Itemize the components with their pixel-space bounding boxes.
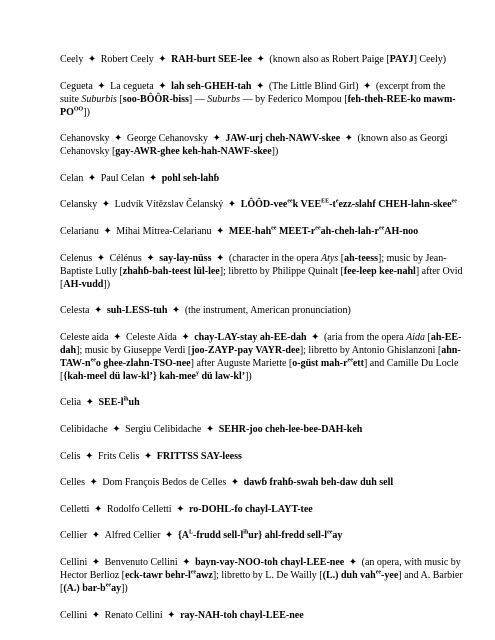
pronunciation: ezz-slahf CHEH-lahn-skee (338, 199, 452, 211)
entry-headword: Celenus (60, 252, 93, 264)
entry-headword: Cellier (60, 530, 88, 542)
separator-icon: ✦ (148, 172, 158, 184)
pronunciation-superscript: ee (347, 357, 353, 364)
pronunciation: SEHR-joo cheh-lee-bee-DAH-keh (218, 423, 363, 435)
pronunciation: SEE-l (98, 397, 124, 409)
pronunciation: eck-tawr behr-l (124, 569, 191, 581)
separator-icon: ✦ (215, 252, 225, 264)
pronunciation: k VEE (292, 199, 322, 211)
entry-text: Dom François Bedos de Celles (102, 477, 227, 489)
pronunciation-superscript: ee (378, 225, 385, 232)
pronunciation: ah-teess (344, 252, 378, 264)
work-title: Suburbis (81, 93, 117, 105)
pronunciation-superscript: ee (315, 225, 321, 232)
pronunciation: ay (111, 582, 122, 594)
pronunciation: LÔÔD-vee (240, 199, 288, 211)
separator-icon: ✦ (158, 80, 167, 92)
separator-icon: ✦ (164, 530, 174, 542)
entry-text: ] after Auguste Mariette [ (190, 357, 293, 369)
separator-icon: ✦ (344, 133, 354, 145)
pronunciation: feh-theh-REE-ko mawm-PO (60, 93, 456, 118)
entry-headword: Celletti (60, 503, 90, 515)
entry-text: Benvenuto Cellini (104, 556, 178, 568)
pronunciation: soo-BÔÔR-biss (122, 93, 189, 105)
entry-text: ] and Camille Du Locle [ (60, 357, 459, 382)
entry-text: Célénus (109, 252, 142, 264)
pronunciation: (A.) bar-b (63, 582, 106, 594)
entry-text: Paul Celan (100, 172, 145, 184)
entry-text: Mihai Mitrea-Celarianu (116, 225, 212, 237)
entry-text: ] Ceely) (413, 54, 447, 65)
pronunciation-superscript: ih (243, 529, 249, 536)
entry-text: (known also as Robert Paige [ (269, 54, 390, 65)
separator-icon: ✦ (87, 172, 99, 184)
pronunciation: ett (352, 357, 364, 369)
pronunciation: suh-LESS-tuh (106, 305, 168, 317)
separator-icon: ✦ (256, 54, 265, 65)
pronunciation: pohl seh-lahɓ (161, 172, 220, 184)
pronunciation: {kah-meel dü law-kl’} kah-mee (63, 370, 196, 382)
separator-icon: ✦ (101, 199, 113, 211)
separator-icon: ✦ (171, 305, 181, 317)
pronunciation: fee-leep kee-nahl (343, 265, 416, 277)
entry-text: [ (116, 93, 123, 105)
pronunciation: AH-vudd (63, 278, 104, 290)
entry-headword: Cellini (60, 609, 88, 621)
pronunciation: -yee (381, 569, 399, 581)
separator-icon: ✦ (96, 252, 108, 264)
pronunciation: FRITTSS SAY-leess (156, 450, 242, 462)
pronunciation: dü law-kl’ (198, 370, 246, 382)
entry-text: Robert Ceely (100, 54, 154, 65)
pronunciation: ah-EE-dah (60, 331, 462, 356)
separator-icon: ✦ (230, 477, 240, 489)
separator-icon: ✦ (143, 450, 153, 462)
dictionary-entry (60, 225, 465, 238)
entry-text: (character in the opera (228, 252, 322, 264)
entry-text: ]) (103, 278, 111, 290)
pronunciation: zhahɓ-bah-teest lül-lee (122, 265, 220, 277)
pronunciation: joo-ZAYP-pay VAYR-dee (191, 344, 300, 356)
dictionary-entry (60, 529, 465, 542)
pronunciation: {A (177, 530, 189, 542)
separator-icon: ✦ (255, 80, 265, 92)
pronunciation: say-lay-nüss (159, 252, 212, 264)
separator-icon: ✦ (181, 331, 190, 343)
pronunciation: awz (196, 569, 213, 581)
dictionary-entry (60, 80, 465, 119)
pronunciation: ur} ahl-fredd sell-l (248, 530, 328, 542)
pronunciation: JAW-urj cheh-NAWV-skee (225, 133, 341, 145)
pronunciation: lah seh-GHEH-tah (171, 80, 252, 92)
dictionary-entry (60, 304, 465, 317)
entry-headword: Celansky (60, 199, 98, 211)
separator-icon: ✦ (227, 199, 237, 211)
separator-icon: ✦ (113, 133, 125, 145)
dictionary-entry (60, 53, 465, 66)
entry-text: ] — (188, 93, 208, 105)
entry-text: (aria from the opera (323, 331, 407, 343)
pronunciation-superscript: EE (321, 199, 330, 206)
separator-icon: ✦ (93, 503, 105, 515)
pronunciation: o ghee-zlahn-TSO-nee (95, 357, 191, 369)
entry-text: ]; music by Jean-Baptiste Lully [ (60, 252, 447, 277)
pronunciation-superscript: ee (451, 199, 457, 206)
pronunciation: dawɓ frahɓ-swah beh-daw duh sell (243, 477, 394, 489)
work-title: Aida (406, 331, 426, 343)
entry-text: ] after Ovid [ (60, 265, 463, 290)
separator-icon: ✦ (97, 80, 109, 92)
pronunciation-superscript: ee (90, 357, 96, 364)
entry-headword: Celeste aida (60, 331, 109, 343)
separator-icon: ✦ (216, 225, 225, 237)
pronunciation-superscript: ee (271, 225, 277, 232)
entry-headword: Celan (60, 172, 84, 184)
pronunciation: MEE-hah (228, 225, 272, 237)
entry-text: (The Little Blind Girl) (268, 80, 359, 92)
pronunciation-superscript: ee (287, 199, 293, 206)
entry-text: (known also as Georgi Cehanovsky [ (60, 133, 448, 158)
pronunciation-superscript: ee (190, 569, 197, 576)
entry-headword: Celles (60, 477, 85, 489)
pronunciation: bayn-vay-NOO-toh chayl-LEE-nee (195, 556, 345, 568)
pronunciation: chay-LAY-stay ah-EE-dah (194, 331, 307, 343)
entry-text: Renato Cellini (104, 609, 163, 621)
entry-text: ]) (83, 106, 90, 118)
pronunciation: RAH-burt SEE-lee (171, 54, 252, 65)
separator-icon: ✦ (212, 133, 221, 145)
pronunciation: -frudd sell-l (193, 530, 244, 542)
entry-text: ]; libretto by Antonio Ghislanzoni [ (299, 344, 442, 356)
entry-headword: Cegueta (60, 80, 93, 92)
pronunciation: AH-noo (384, 225, 419, 237)
pronunciation-superscript: ih (123, 397, 129, 404)
separator-icon: ✦ (311, 331, 320, 343)
pronunciation-superscript: ee (105, 582, 112, 589)
pronunciation: ah-cheh-lah-r (320, 225, 379, 237)
entry-text: La cegueta (110, 80, 154, 92)
dictionary-entry (60, 172, 465, 185)
entry-text: (excerpt from the suite (60, 80, 446, 105)
separator-icon: ✦ (146, 252, 155, 264)
entry-text: Celeste Aida (125, 331, 177, 343)
entry-text: George Cehanovsky (126, 133, 209, 145)
separator-icon: ✦ (91, 530, 103, 542)
separator-icon: ✦ (112, 423, 124, 435)
entry-text: ]; music by Giuseppe Verdi [ (76, 344, 192, 356)
separator-icon: ✦ (87, 54, 99, 65)
pronunciation-superscript: y (195, 370, 199, 377)
entry-headword: Celibidache (60, 423, 108, 435)
separator-icon: ✦ (91, 556, 103, 568)
entry-text: ]) (121, 582, 128, 594)
entry-text: ]; libretto by Philippe Quinalt [ (219, 265, 344, 277)
pronunciation: MEET-r (276, 225, 316, 237)
pronunciation-superscript: OO (73, 106, 84, 113)
pronunciation-superscript: L (188, 529, 193, 536)
separator-icon: ✦ (176, 503, 185, 515)
separator-icon: ✦ (93, 305, 105, 317)
separator-icon: ✦ (85, 450, 96, 462)
dictionary-entry (60, 198, 465, 211)
entry-headword: Celesta (60, 305, 90, 317)
pronunciation: PAYJ (389, 54, 414, 65)
entry-text: [ (425, 331, 431, 343)
entry-text: ]) (245, 370, 252, 382)
dictionary-entry (60, 503, 465, 516)
entry-headword: Ceely (60, 54, 84, 65)
separator-icon: ✦ (85, 397, 97, 409)
dictionary-entry (60, 252, 465, 291)
dictionary-entry (60, 609, 465, 622)
separator-icon: ✦ (103, 225, 115, 237)
work-title: Atys (321, 252, 339, 264)
entry-text: Sergiu Celibidache (125, 423, 202, 435)
entry-text: ]; libretto by L. De Wailly [ (212, 569, 323, 581)
pronunciation-superscript: e (335, 199, 339, 206)
separator-icon: ✦ (348, 556, 358, 568)
pronunciation-superscript: ee (375, 569, 382, 576)
entry-headword: Celarianu (60, 225, 99, 237)
pronunciation: ray-NAH-toh chayl-LEE-nee (180, 609, 304, 621)
pronunciation-superscript: ee (327, 529, 333, 536)
pronunciation: ro-DOHL-fo chayl-LAYT-tee (188, 503, 313, 515)
dictionary-entry (60, 331, 465, 383)
entry-text: Ludvík Vítězslav Čelanský (114, 199, 224, 211)
dictionary-entry (60, 132, 465, 158)
separator-icon: ✦ (363, 80, 372, 92)
separator-icon: ✦ (182, 556, 191, 568)
dictionary-entry (60, 423, 465, 436)
pronunciation: gay-AWR-ghee keh-hah-NAWF-skee (115, 146, 272, 158)
entry-text: (an opera, with music by Hector Berlioz [ (60, 556, 461, 581)
entry-text: [ (338, 252, 345, 264)
entry-text: ] and A. Barbier [ (60, 569, 463, 594)
entry-text: (the instrument, American pronunciation) (184, 305, 351, 317)
entry-headword: Celia (60, 397, 82, 409)
pronunciation: (L.) duh vah (322, 569, 376, 581)
pronunciation: ay (332, 530, 343, 542)
entry-text: Rodolfo Celletti (106, 503, 172, 515)
separator-icon: ✦ (167, 609, 176, 621)
pronunciation: ahn-TAW-n (60, 344, 461, 369)
separator-icon: ✦ (205, 423, 215, 435)
dictionary-entry (60, 396, 465, 409)
separator-icon: ✦ (89, 477, 101, 489)
dictionary-entry (60, 476, 465, 489)
entry-text: Frits Celis (97, 450, 140, 462)
entry-headword: Cehanovsky (60, 133, 110, 145)
pronunciation: o-güst mah-r (292, 357, 348, 369)
pronunciation: uh (128, 397, 140, 409)
entry-text: ]) (271, 146, 279, 158)
entry-text: Alfred Cellier (104, 530, 161, 542)
entry-text: — by Federico Mompou [ (240, 93, 348, 105)
pronunciation: -t (329, 199, 336, 211)
dictionary-entry (60, 556, 465, 595)
separator-icon: ✦ (158, 54, 167, 65)
separator-icon: ✦ (113, 331, 124, 343)
work-title: Suburbs (207, 93, 241, 105)
entry-headword: Cellini (60, 556, 88, 568)
separator-icon: ✦ (91, 609, 103, 621)
dictionary-entry (60, 450, 465, 463)
entry-headword: Celis (60, 450, 81, 462)
